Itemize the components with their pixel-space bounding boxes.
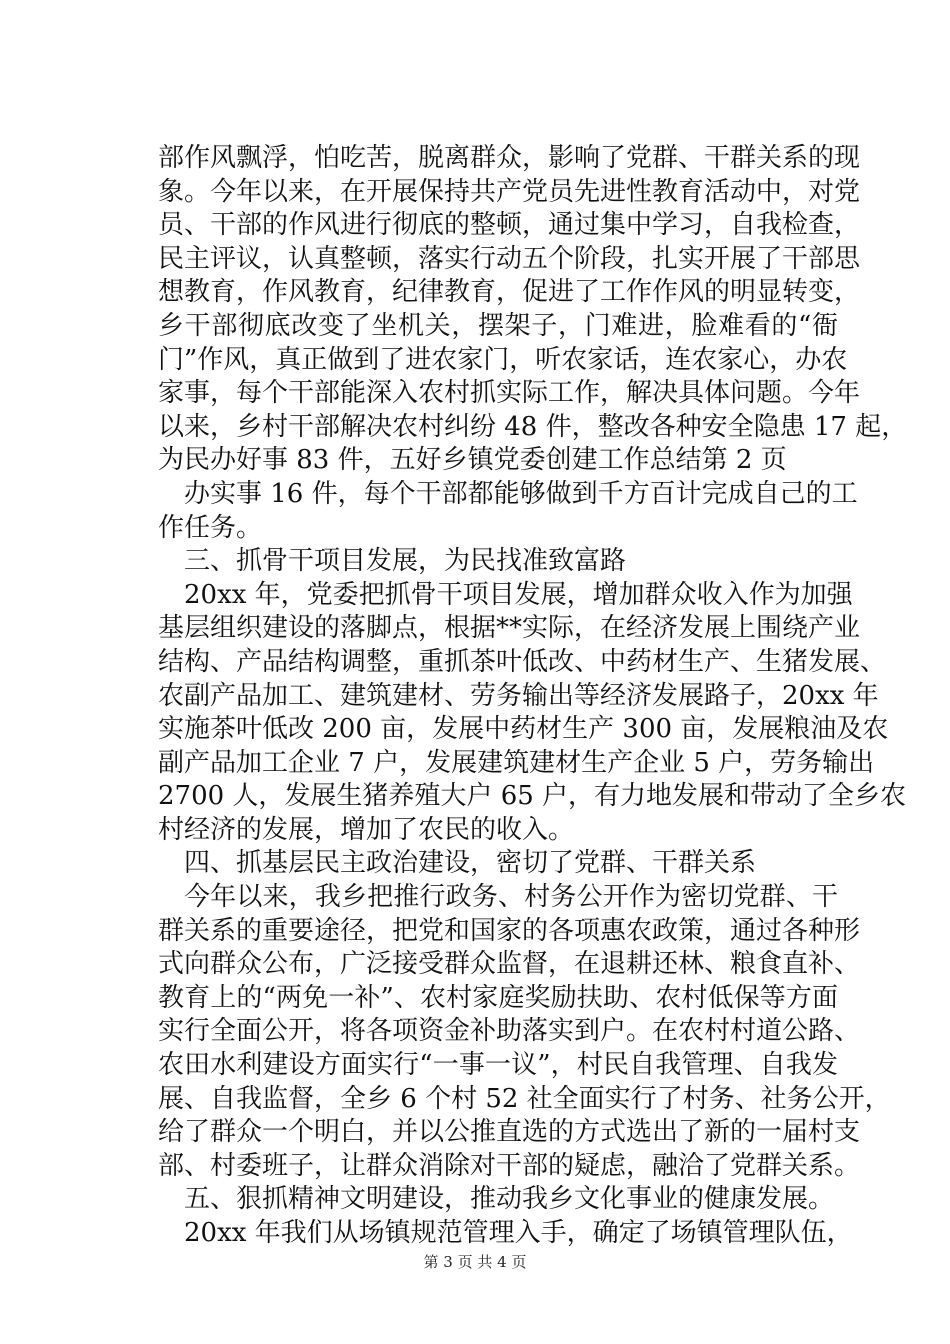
text-line: 象。今年以来，在开展保持共产党员先进性教育活动中，对党 xyxy=(158,176,861,207)
text-line: 教育上的“两免一补”、农村家庭奖励扶助、农村低保等方面 xyxy=(158,982,838,1013)
text-line: 五、狠抓精神文明建设，推动我乡文化事业的健康发展。 xyxy=(184,1184,835,1215)
text-line: 2700 人，发展生猪养殖大户 65 户，有力地发展和带动了全乡农 xyxy=(158,781,907,812)
text-line: 部作风飘浮，怕吃苦，脱离群众，影响了党群、干群关系的现 xyxy=(158,143,861,173)
text-line: 作任务。 xyxy=(158,512,263,543)
text-line: 群关系的重要途径，把党和国家的各项惠农政策，通过各种形 xyxy=(158,915,861,946)
text-line: 副产品加工企业 7 户，发展建筑建材生产企业 5 户，劳务输出 xyxy=(158,747,875,778)
text-line: 结构、产品结构调整，重抓茶叶低改、中药材生产、生猪发展、 xyxy=(158,646,887,677)
text-line: 农田水利建设方面实行“一事一议”，村民自我管理、自我发 xyxy=(158,1050,838,1081)
text-line: 乡干部彻底改变了坐机关，摆架子，门难进，脸难看的“衙 xyxy=(158,310,838,341)
text-line: 村经济的发展，增加了农民的收入。 xyxy=(158,814,575,845)
text-line: 办实事 16 件，每个干部都能够做到千方百计完成自己的工 xyxy=(184,478,858,509)
page-footer xyxy=(0,1252,950,1272)
text-line: 员、干部的作风进行彻底的整顿，通过集中学习，自我检查， xyxy=(158,210,861,241)
text-line: 为民办好事 83 件，五好乡镇党委创建工作总结第 2 页 xyxy=(158,445,787,476)
text-line: 以来，乡村干部解决农村纠纷 48 件，整改各种安全隐患 17 起， xyxy=(158,411,908,442)
text-line: 展、自我监督，全乡 6 个村 52 社全面实行了村务、社务公开， xyxy=(158,1083,891,1114)
text-line: 部、村委班子，让群众消除对干部的疑虑，融洽了党群关系。 xyxy=(158,1150,861,1181)
text-line: 实行全面公开，将各项资金补助落实到户。在农村村道公路、 xyxy=(158,1016,861,1047)
text-line: 式向群众公布，广泛接受群众监督，在退耕还林、粮食直补、 xyxy=(158,949,861,980)
text-line: 给了群众一个明白，并以公推直选的方式选出了新的一届村支 xyxy=(158,1117,861,1148)
text-line: 门”作风，真正做到了进农家门，听农家话，连农家心，办农 xyxy=(158,344,848,375)
text-line: 农副产品加工、建筑建材、劳务输出等经济发展路子，20xx 年 xyxy=(158,680,879,711)
page-number-label: 第 3 页 共 4 页 xyxy=(423,1253,527,1271)
text-line: 20xx 年我们从场镇规范管理入手，确定了场镇管理队伍， xyxy=(184,1218,853,1248)
text-line: 四、抓基层民主政治建设，密切了党群、干群关系 xyxy=(184,848,757,879)
text-line: 想教育，作风教育，纪律教育，促进了工作作风的明显转变， xyxy=(158,277,861,308)
text-line: 三、抓骨干项目发展，为民找准致富路 xyxy=(184,546,627,577)
text-line: 实施茶叶低改 200 亩，发展中药材生产 300 亩，发展粮油及农 xyxy=(158,714,889,745)
text-line: 今年以来，我乡把推行政务、村务公开作为密切党群、干 xyxy=(184,882,838,913)
text-line: 家事，每个干部能深入农村抓实际工作，解决具体问题。今年 xyxy=(158,378,861,409)
text-line: 民主评议，认真整顿，落实行动五个阶段，扎实开展了干部思 xyxy=(158,243,861,274)
document-body xyxy=(158,142,908,1251)
text-line: 基层组织建设的落脚点，根据**实际，在经济发展上围绕产业 xyxy=(158,613,861,644)
text-line: 20xx 年，党委把抓骨干项目发展，增加群众收入作为加强 xyxy=(184,579,853,610)
